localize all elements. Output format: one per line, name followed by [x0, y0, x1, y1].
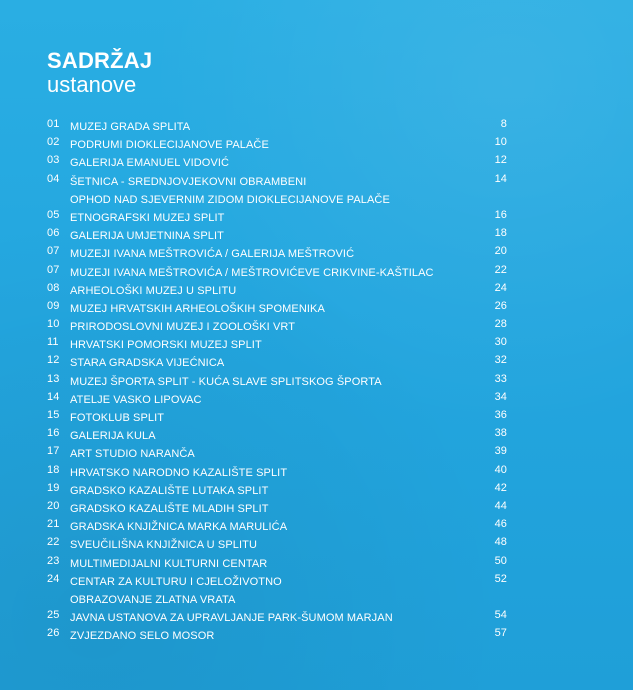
toc-item-11: [47, 336, 507, 354]
toc-title: [70, 209, 224, 227]
toc-page-number: 8: [500, 118, 507, 130]
toc-number: 10: [47, 318, 60, 331]
toc-title: [70, 373, 382, 391]
toc-item-24: [47, 573, 507, 609]
toc-title: [70, 500, 269, 518]
toc-title-line: ŠETNICA - SREDNJOVJEKOVNI OBRAMBENI: [70, 175, 307, 188]
toc-page-number: 48: [494, 536, 507, 549]
toc-title: [70, 354, 224, 372]
toc-item-08: [47, 282, 507, 300]
toc-number: 25: [47, 609, 60, 622]
toc-title: [70, 227, 224, 245]
toc-item-01: [47, 118, 507, 136]
toc-title: [70, 245, 354, 263]
toc-item-06: [47, 227, 507, 245]
toc-title-line: JAVNA USTANOVA ZA UPRAVLJANJE PARK-ŠUMOM MARJAN: [70, 612, 393, 625]
toc-title-line: MUZEJ GRADA SPLITA: [70, 121, 191, 133]
toc-number: 04: [47, 172, 60, 185]
toc-page-number: 39: [494, 445, 507, 458]
toc-page-number: 54: [494, 609, 507, 622]
toc-title-line: MUZEJI IVANA MEŠTROVIĆA / MEŠTROVIĆEVE CRIKVINE-KAŠTILAC: [70, 266, 434, 279]
toc-title-line: PODRUMI DIOKLECIJANOVE PALAČE: [70, 139, 269, 152]
toc-number: 23: [47, 554, 60, 567]
toc-number: 12: [47, 354, 60, 367]
toc-title-line-2: OPHOD NAD SJEVERNIM ZIDOM DIOKLECIJANOVE PALAČE: [70, 193, 390, 206]
toc-number: 16: [47, 427, 60, 440]
toc-title-line: STARA GRADSKA VIJEĆNICA: [70, 357, 225, 370]
toc-number: 09: [47, 299, 60, 312]
toc-title-line: ARHEOLOŠKI MUZEJ U SPLITU: [70, 284, 237, 297]
toc-title: [70, 555, 267, 573]
toc-number: 07: [47, 263, 60, 276]
toc-page-number: 30: [494, 336, 507, 349]
toc-title: [70, 609, 393, 627]
toc-page-number: 14: [494, 172, 507, 185]
page-title: SADRŽAJ: [47, 48, 153, 73]
toc-title-line: MUZEJ HRVATSKIH ARHEOLOŠKIH SPOMENIKA: [70, 302, 325, 315]
toc-number: 24: [47, 572, 60, 585]
toc-item-26: [47, 627, 507, 645]
table-of-contents: [47, 118, 507, 645]
toc-title: [70, 536, 257, 554]
toc-number: 03: [47, 154, 60, 167]
toc-title: [70, 300, 325, 318]
toc-title-line: GRADSKO KAZALIŠTE LUTAKA SPLIT: [70, 484, 269, 497]
toc-page-number: 22: [494, 263, 507, 276]
toc-title-line: GRADSKA KNJIŽNICA MARKA MARULIĆA: [70, 521, 288, 534]
toc-title-line-2: OBRAZOVANJE ZLATNA VRATA: [70, 593, 236, 606]
toc-title: [70, 318, 295, 336]
toc-title-line: GALERIJA EMANUEL VIDOVIĆ: [70, 157, 230, 170]
toc-title-line: ZVJEZDANO SELO MOSOR: [70, 630, 215, 643]
toc-number: 02: [47, 136, 60, 149]
toc-item-13: [47, 373, 507, 391]
toc-title: [70, 118, 190, 136]
toc-number: 17: [47, 445, 60, 458]
toc-title-line: GRADSKO KAZALIŠTE MLADIH SPLIT: [70, 502, 269, 515]
toc-number: 26: [47, 627, 60, 640]
toc-title: [70, 409, 164, 427]
toc-title: [70, 464, 287, 482]
toc-title: [70, 445, 195, 463]
toc-number: 13: [47, 372, 60, 385]
toc-page-number: 42: [494, 481, 507, 494]
toc-title-line: SVEUČILIŠNA KNJIŽNICA U SPLITU: [70, 539, 257, 552]
toc-number: 01: [47, 118, 60, 130]
toc-title-line: ART STUDIO NARANČA: [70, 448, 195, 461]
toc-item-14: [47, 391, 507, 409]
title-block: [47, 50, 152, 96]
toc-title-line: HRVATSKI POMORSKI MUZEJ SPLIT: [70, 339, 262, 352]
toc-item-21: [47, 518, 507, 536]
toc-title: [70, 427, 156, 445]
toc-item-23: [47, 555, 507, 573]
toc-item-09: [47, 300, 507, 318]
toc-page-number: 26: [494, 299, 507, 312]
toc-page-number: 57: [494, 627, 507, 640]
toc-number: 20: [47, 499, 60, 512]
toc-title: [70, 282, 236, 300]
toc-title: [70, 264, 434, 282]
toc-number: 05: [47, 208, 60, 221]
toc-title-line: MUZEJI IVANA MEŠTROVIĆA / GALERIJA MEŠTROVIĆ: [70, 248, 355, 261]
toc-title-line: ETNOGRAFSKI MUZEJ SPLIT: [70, 211, 225, 224]
toc-title-line: GALERIJA KULA: [70, 430, 156, 443]
toc-number: 06: [47, 227, 60, 240]
toc-item-17: [47, 445, 507, 463]
toc-page-number: 32: [494, 354, 507, 367]
toc-page-number: 46: [494, 518, 507, 531]
toc-title: [70, 136, 269, 154]
toc-title: [70, 336, 262, 354]
toc-number: 11: [47, 336, 59, 349]
toc-page-number: 18: [494, 227, 507, 240]
toc-title-line: HRVATSKO NARODNO KAZALIŠTE SPLIT: [70, 466, 288, 479]
toc-title-line: MULTIMEDIJALNI KULTURNI CENTAR: [70, 557, 268, 570]
toc-title: [70, 482, 268, 500]
toc-title-line: PRIRODOSLOVNI MUZEJ I ZOOLOŠKI VRT: [70, 321, 296, 334]
toc-item-22: [47, 536, 507, 554]
toc-item-03: [47, 154, 507, 172]
toc-item-20: [47, 500, 507, 518]
toc-item-10: [47, 318, 507, 336]
toc-number: 15: [47, 409, 60, 422]
toc-page-number: 20: [494, 245, 507, 258]
toc-item-07a: [47, 245, 507, 263]
toc-item-18: [47, 464, 507, 482]
toc-page-number: 50: [494, 554, 507, 567]
toc-page-number: 40: [494, 463, 507, 476]
toc-number: 22: [47, 536, 60, 549]
toc-title: [70, 518, 287, 536]
toc-page-number: 24: [494, 281, 507, 294]
toc-page-number: 52: [494, 572, 507, 585]
toc-item-16: [47, 427, 507, 445]
toc-number: 21: [47, 518, 60, 531]
toc-page-number: 34: [494, 390, 507, 403]
toc-title: [70, 154, 229, 172]
toc-item-19: [47, 482, 507, 500]
toc-number: 07: [47, 245, 60, 258]
toc-title-line: FOTOKLUB SPLIT: [70, 412, 165, 425]
toc-item-12: [47, 354, 507, 372]
toc-item-25: [47, 609, 507, 627]
toc-page-number: 10: [494, 136, 507, 149]
toc-number: 14: [47, 390, 60, 403]
toc-title-line: MUZEJ ŠPORTA SPLIT - KUĆA SLAVE SPLITSKOG ŠPORTA: [70, 375, 382, 388]
toc-number: 19: [47, 481, 60, 494]
toc-page-number: 12: [494, 154, 507, 167]
toc-number: 08: [47, 281, 60, 294]
toc-title-line: GALERIJA UMJETNINA SPLIT: [70, 230, 224, 243]
toc-title-line: ATELJE VASKO LIPOVAC: [70, 393, 202, 406]
toc-title: [70, 391, 202, 409]
toc-title-line: CENTAR ZA KULTURU I CJELOŽIVOTNO: [70, 575, 282, 588]
toc-item-04: [47, 173, 507, 209]
toc-title: [70, 573, 282, 609]
toc-page-number: 36: [494, 409, 507, 422]
toc-item-15: [47, 409, 507, 427]
toc-item-05: [47, 209, 507, 227]
toc-title: [70, 627, 214, 645]
toc-page-number: 44: [494, 499, 507, 512]
toc-page-number: 28: [494, 318, 507, 331]
toc-title: [70, 173, 390, 209]
toc-page-number: 38: [494, 427, 507, 440]
toc-page-number: 16: [494, 208, 507, 221]
toc-item-02: [47, 136, 507, 154]
toc-number: 18: [47, 463, 60, 476]
page-subtitle: ustanove: [47, 72, 137, 97]
toc-item-07b: [47, 264, 507, 282]
toc-page-number: 33: [494, 372, 507, 385]
